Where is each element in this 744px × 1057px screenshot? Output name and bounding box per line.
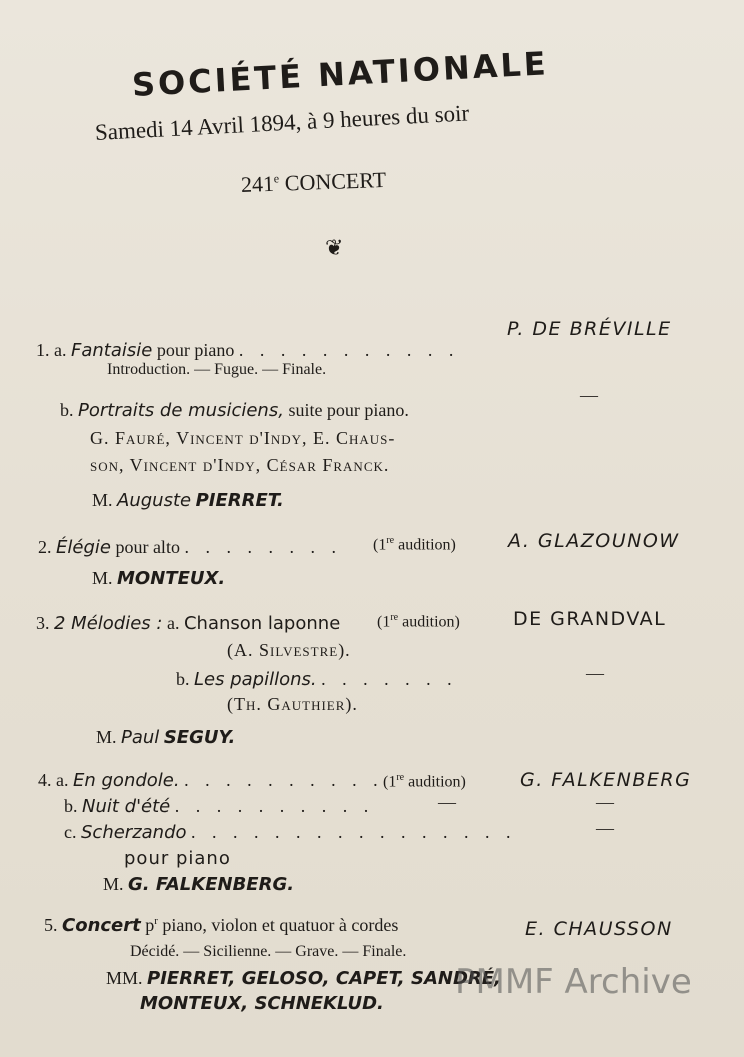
item-1-composer: P. DE BRÉVILLE: [507, 318, 672, 340]
item-4-b-dash-mid: —: [438, 792, 456, 812]
item-3-line-b: b. Les papillons. . . . . . . .: [176, 669, 458, 690]
item-4-line-b: b. Nuit d'été . . . . . . . . . .: [64, 796, 375, 817]
item-4-line-a: 4. a. En gondole. . . . . . . . . . .: [38, 770, 384, 791]
item-2-composer: A. GLAZOUNOW: [508, 530, 680, 552]
item-4-note: pour piano: [124, 848, 231, 869]
item-2-audition: (1re audition): [373, 535, 456, 554]
item-1-b-line3: son, Vincent d'Indy, César Franck.: [90, 455, 390, 475]
item-4-b-dash-right: —: [596, 792, 614, 812]
archive-watermark: PMMF Archive: [455, 962, 692, 1002]
item-4-performer: M. G. FALKENBERG.: [103, 874, 295, 895]
item-5-line: 5. Concert $p^r$ piano, violon et quatuor à cordes: [44, 915, 399, 936]
item-3-b-poet: (Th. Gauthier).: [227, 694, 358, 714]
item-3-b-dash: —: [586, 663, 604, 683]
item-4-c-dash: —: [596, 818, 614, 838]
concert-number: 241e CONCERT: [240, 166, 387, 197]
item-2-performer: M. MONTEUX.: [92, 568, 226, 589]
item-5-detail: Décidé. — Sicilienne. — Grave. — Finale.: [130, 943, 407, 960]
concert-date: Samedi 14 Avril 1894, à 9 heures du soir: [94, 100, 470, 145]
item-1-a-detail: Introduction. — Fugue. — Finale.: [107, 361, 327, 378]
item-4-audition: (1re audition): [383, 772, 466, 791]
item-1-b-line2: G. Fauré, Vincent d'Indy, E. Chaus-: [90, 428, 396, 448]
item-5-performers-2: MONTEUX, SCHNEKLUD.: [140, 993, 384, 1014]
item-3-a-poet: (A. Silvestre).: [227, 640, 351, 660]
item-5-composer: E. CHAUSSON: [525, 918, 673, 940]
item-3-audition: (1re audition): [377, 612, 460, 631]
item-1-performer: M. Auguste PIERRET.: [92, 490, 284, 511]
fleuron-icon: ❦: [325, 236, 344, 261]
item-1-line-b: b. Portraits de musiciens, suite pour piano.: [60, 400, 409, 421]
page-title: SOCIÉTÉ NATIONALE: [131, 44, 550, 104]
item-3-line-a: 3. 2 Mélodies : a. Chanson laponne: [36, 613, 341, 634]
item-4-composer: G. FALKENBERG: [520, 769, 692, 791]
item-5-performers-1: MM. PIERRET, GELOSO, CAPET, SANDRÉ,: [106, 968, 501, 989]
item-1-line-a: 1. a. Fantaisie pour piano . . . . . . . . . . .: [36, 340, 460, 361]
item-4-line-c: c. Scherzando . . . . . . . . . . . . . . . .: [64, 822, 517, 843]
item-2-line: 2. Élégie pour alto . . . . . . . .: [38, 537, 342, 558]
item-1-b-dash: —: [580, 385, 598, 405]
item-3-performer: M. Paul SEGUY.: [96, 727, 236, 748]
item-3-composer: DE GRANDVAL: [513, 608, 667, 630]
